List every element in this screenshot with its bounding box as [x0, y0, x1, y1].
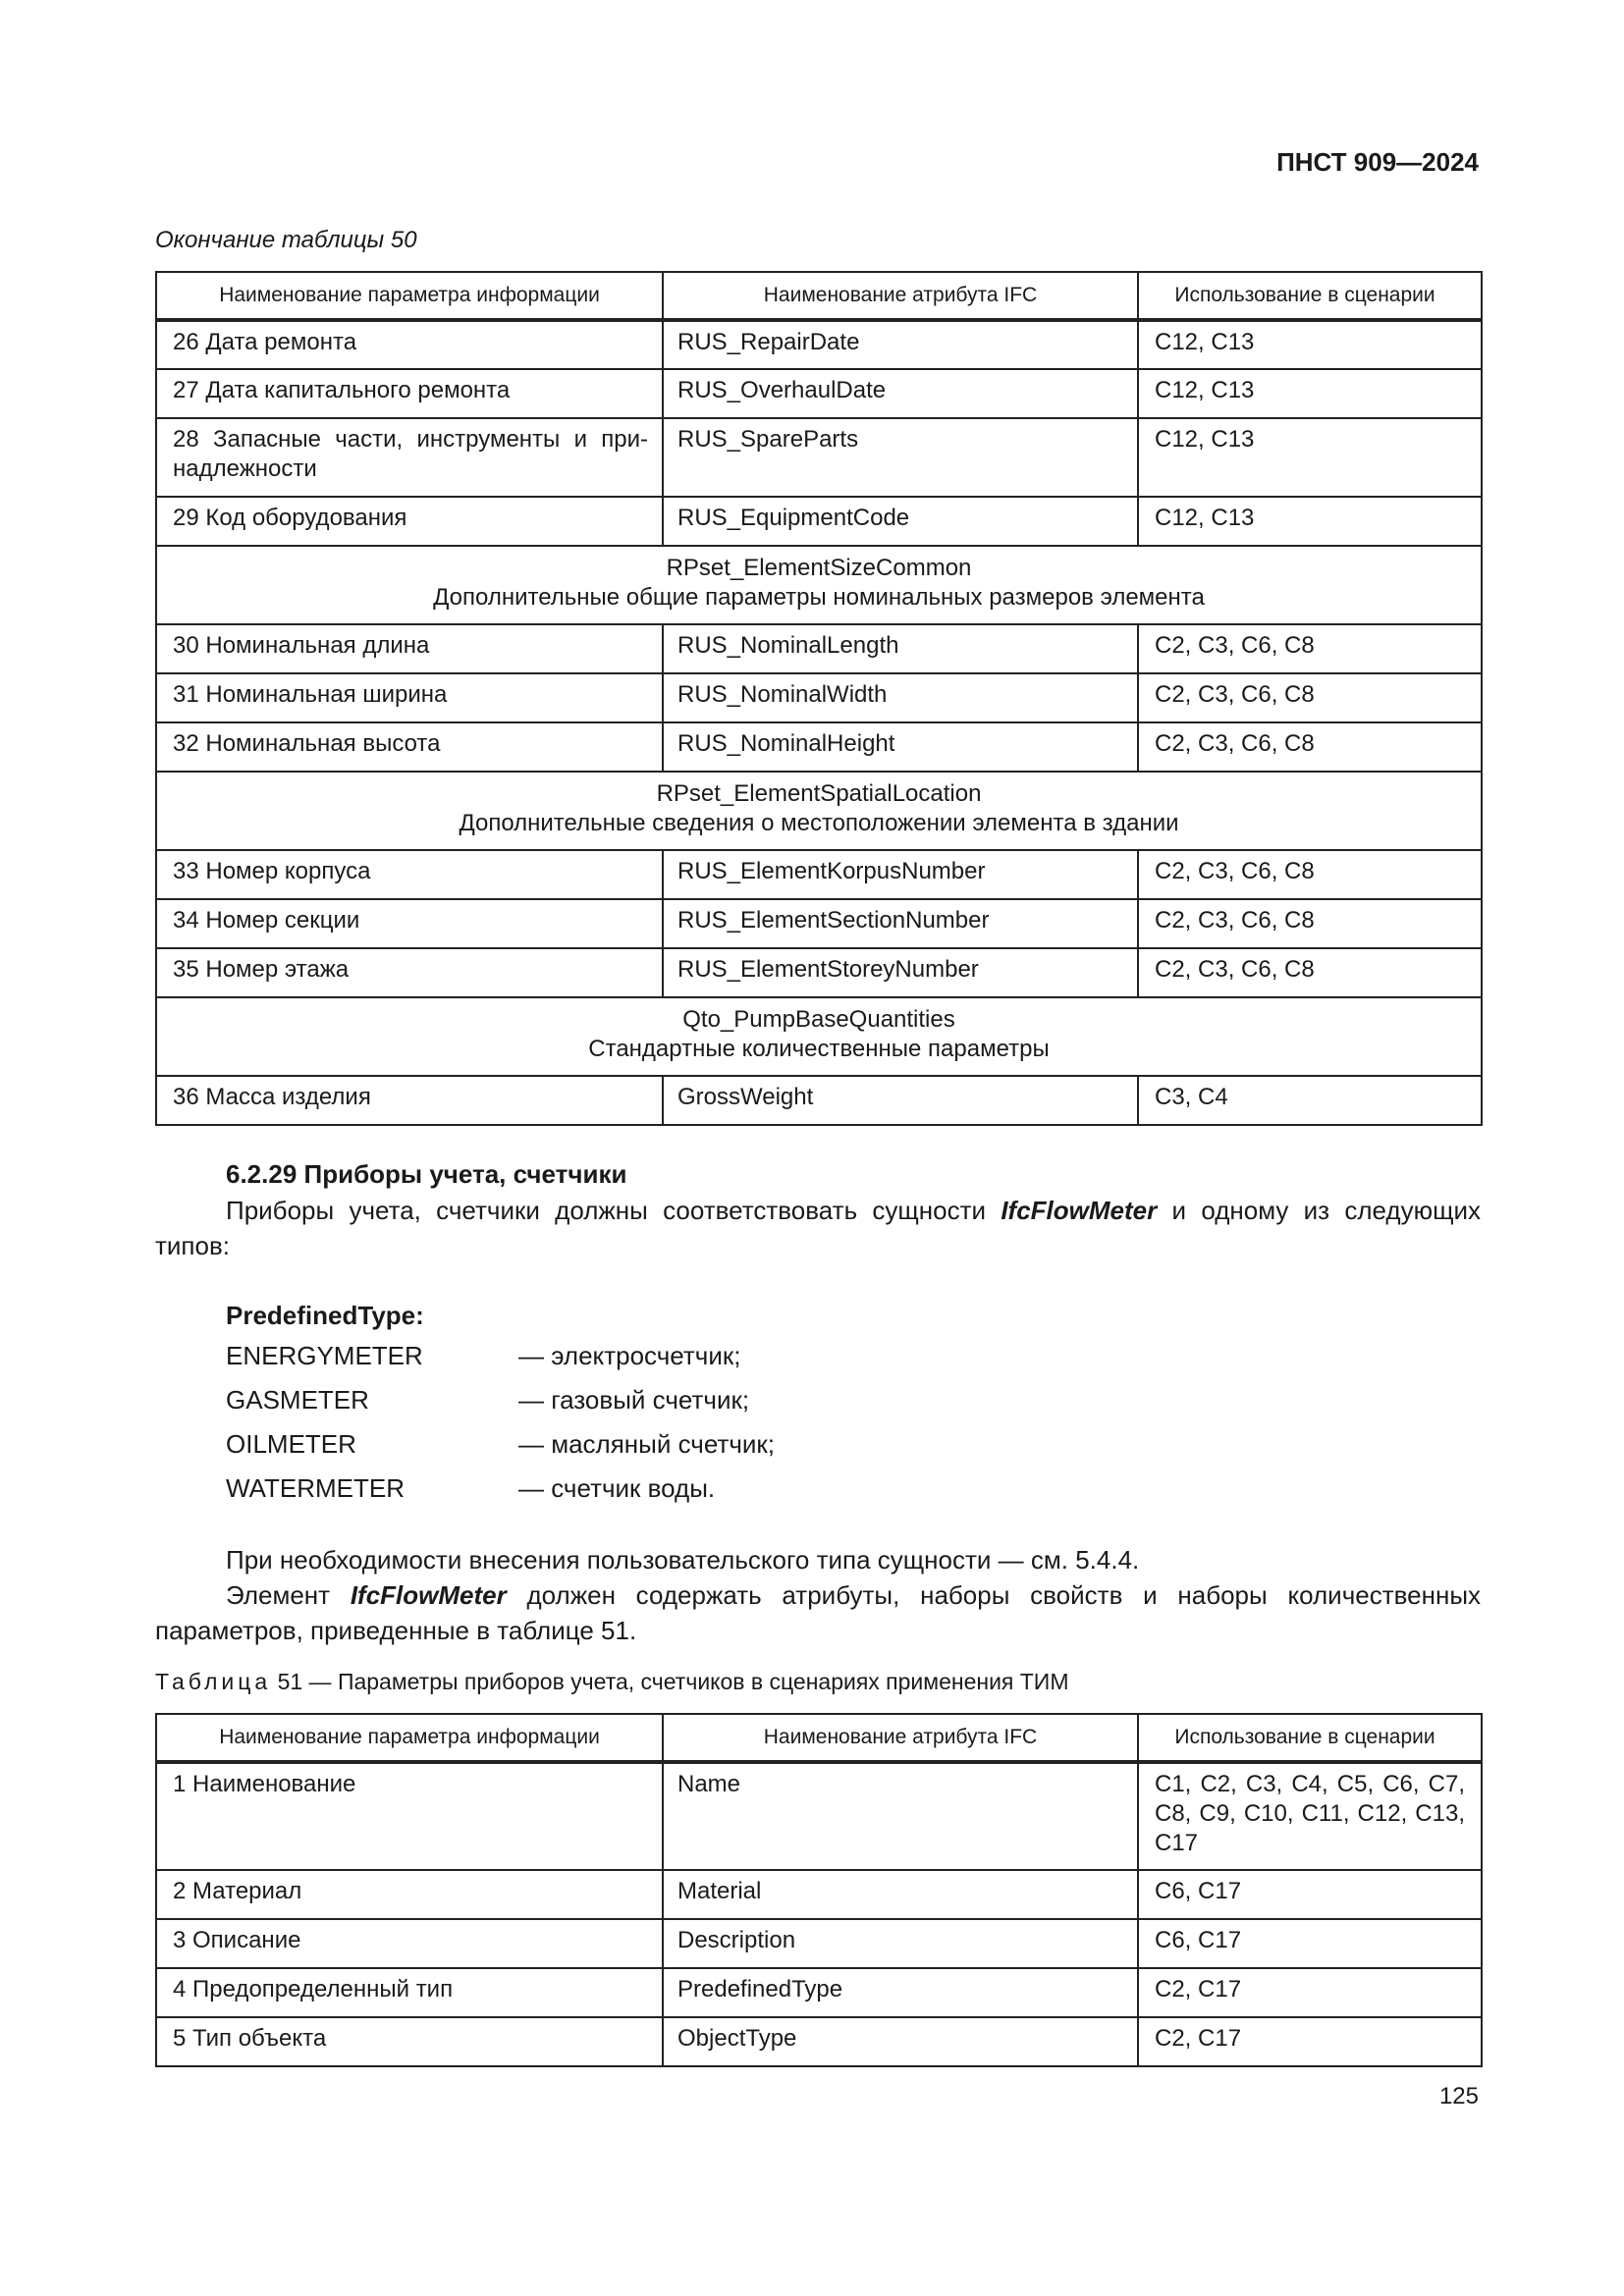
use-cell: C3, C4: [1155, 1084, 1228, 1110]
group-description: Стандартные количественные параметры: [588, 1036, 1050, 1062]
type-list-item: [226, 1338, 740, 1373]
table-row: [156, 673, 1482, 722]
attr-cell: RUS_EquipmentCode: [677, 505, 910, 531]
type-name: OILMETER: [226, 1429, 356, 1459]
table-header-row: [156, 1714, 1482, 1762]
use-cell: C2, C17: [1155, 1976, 1242, 2002]
use-cell: C12, C13: [1155, 329, 1255, 355]
custom-type-paragraph: При необходимости внесения пользовательского типа сущности — см. 5.4.4.: [226, 1545, 1140, 1575]
table-51: [155, 1713, 1483, 2067]
use-cell: C12, C13: [1155, 426, 1255, 453]
param-cell: 1 Наименование: [173, 1771, 356, 1797]
attr-cell: PredefinedType: [677, 1976, 843, 2002]
param-cell: 31 Номинальная ширина: [173, 681, 448, 708]
param-cell: 28 Запасные части, инструменты и при-надлежности: [173, 426, 648, 482]
param-cell: 36 Масса изделия: [173, 1084, 371, 1110]
predefined-type-title: PredefinedType:: [226, 1301, 424, 1330]
table-row: [156, 1968, 1482, 2017]
table-row: [156, 497, 1482, 546]
attr-cell: GrossWeight: [677, 1084, 814, 1110]
group-name: Qto_PumpBaseQuantities: [682, 1006, 955, 1033]
table-row: [156, 722, 1482, 772]
use-cell: C2, C3, C6, C8: [1155, 907, 1315, 934]
param-cell: 26 Дата ремонта: [173, 329, 357, 355]
section-heading: 6.2.29 Приборы учета, счетчики: [226, 1159, 627, 1189]
use-cell: C2, C3, C6, C8: [1155, 632, 1315, 659]
table-row: [156, 1870, 1482, 1919]
caption-text: 51 — Параметры приборов учета, счетчиков в сценариях применения ТИМ: [271, 1669, 1069, 1694]
use-cell: C12, C13: [1155, 377, 1255, 403]
table-row: [156, 320, 1482, 369]
header-param: Наименование параметра информации: [156, 272, 663, 320]
header-attr: Наименование атрибута IFC: [663, 1714, 1138, 1762]
attr-cell: RUS_OverhaulDate: [677, 377, 887, 403]
attr-cell: RUS_ElementSectionNumber: [677, 907, 990, 934]
table-row: [156, 948, 1482, 997]
table-caption: [155, 1669, 1069, 1695]
intro-text: Приборы учета, счетчики должны соответствовать сущности: [226, 1196, 1001, 1225]
param-cell: 35 Номер этажа: [173, 956, 350, 983]
table-row: [156, 2017, 1482, 2066]
use-cell: C2, C3, C6, C8: [1155, 681, 1315, 708]
group-name: RPset_ElementSizeCommon: [666, 555, 972, 581]
table-row: [156, 418, 1482, 497]
caption-label: Таблица: [155, 1669, 272, 1694]
attr-cell: RUS_NominalHeight: [677, 730, 895, 757]
attr-cell: RUS_ElementStoreyNumber: [677, 956, 979, 983]
table-row: [156, 1762, 1482, 1870]
element-text-end: должен содержать атрибуты, наборы свойств и наборы количественных параметров, приведенные в таблице 51.: [155, 1580, 1482, 1645]
header-param: Наименование параметра информации: [156, 1714, 663, 1762]
param-cell: 30 Номинальная длина: [173, 632, 430, 659]
param-cell: 4 Предопределенный тип: [173, 1976, 454, 2002]
header-use: Использование в сценарии: [1138, 272, 1482, 320]
param-cell: 34 Номер секции: [173, 907, 360, 934]
table-row: [156, 850, 1482, 899]
type-name: ENERGYMETER: [226, 1341, 423, 1370]
param-cell: 27 Дата капитального ремонта: [173, 377, 511, 403]
attr-cell: RUS_SpareParts: [677, 426, 859, 453]
use-cell: C2, C3, C6, C8: [1155, 858, 1315, 884]
group-name: RPset_ElementSpatialLocation: [656, 780, 982, 807]
entity-name: IfcFlowMeter: [350, 1580, 507, 1610]
header-use: Использование в сценарии: [1138, 1714, 1482, 1762]
type-name: WATERMETER: [226, 1473, 405, 1503]
param-cell: 5 Тип объекта: [173, 2025, 327, 2052]
use-cell: C6, C17: [1155, 1878, 1242, 1904]
group-description: Дополнительные сведения о местоположении элемента в здании: [459, 810, 1179, 836]
element-paragraph: [155, 1577, 1481, 1648]
group-row: [156, 546, 1482, 624]
attr-cell: Description: [677, 1927, 796, 1953]
param-cell: 2 Материал: [173, 1878, 302, 1904]
table-50: [155, 271, 1483, 1126]
use-cell: C2, C3, C6, C8: [1155, 730, 1315, 757]
attr-cell: Name: [677, 1771, 741, 1797]
param-cell: 33 Номер корпуса: [173, 858, 371, 884]
type-list-item: [226, 1382, 749, 1417]
param-cell: 29 Код оборудования: [173, 505, 407, 531]
attr-cell: RUS_NominalLength: [677, 632, 899, 659]
attr-cell: RUS_NominalWidth: [677, 681, 888, 708]
attr-cell: ObjectType: [677, 2025, 797, 2052]
intro-text-end: и одному из следующих типов:: [155, 1196, 1481, 1260]
use-cell: C6, C17: [1155, 1927, 1242, 1953]
type-description: — счетчик воды.: [518, 1473, 716, 1503]
use-cell: C2, C3, C6, C8: [1155, 956, 1315, 983]
element-text: Элемент: [226, 1580, 351, 1610]
group-row: [156, 997, 1482, 1076]
header-attr: Наименование атрибута IFC: [663, 272, 1138, 320]
use-cell: C12, C13: [1155, 505, 1255, 531]
type-description: — масляный счетчик;: [518, 1429, 776, 1459]
attr-cell: RUS_ElementKorpusNumber: [677, 858, 986, 884]
use-cell: C2, C17: [1155, 2025, 1242, 2052]
table-row: [156, 1919, 1482, 1968]
group-description: Дополнительные общие параметры номинальных размеров элемента: [433, 584, 1205, 611]
param-cell: 32 Номинальная высота: [173, 730, 441, 757]
table-row: [156, 624, 1482, 673]
table-continuation-label: Окончание таблицы 50: [155, 227, 417, 253]
attr-cell: RUS_RepairDate: [677, 329, 860, 355]
document-standard-number: ПНСТ 909—2024: [1276, 147, 1479, 177]
type-description: — электросчетчик;: [518, 1341, 741, 1370]
table-row: [156, 1076, 1482, 1125]
type-description: — газовый счетчик;: [518, 1385, 750, 1415]
group-row: [156, 772, 1482, 850]
table-header-row: [156, 272, 1482, 320]
table-row: [156, 899, 1482, 948]
table-row: [156, 369, 1482, 418]
type-name: GASMETER: [226, 1385, 369, 1415]
section-intro-paragraph: [155, 1193, 1481, 1263]
type-list-item: [226, 1470, 715, 1506]
attr-cell: Material: [677, 1878, 762, 1904]
page-number: 125: [1438, 2083, 1479, 2109]
type-list-item: [226, 1426, 775, 1462]
entity-name: IfcFlowMeter: [1001, 1196, 1158, 1225]
param-cell: 3 Описание: [173, 1927, 301, 1953]
use-cell: C1, C2, C3, C4, C5, C6, C7, C8, C9, C10, C11, C12, C13, C17: [1155, 1771, 1465, 1856]
